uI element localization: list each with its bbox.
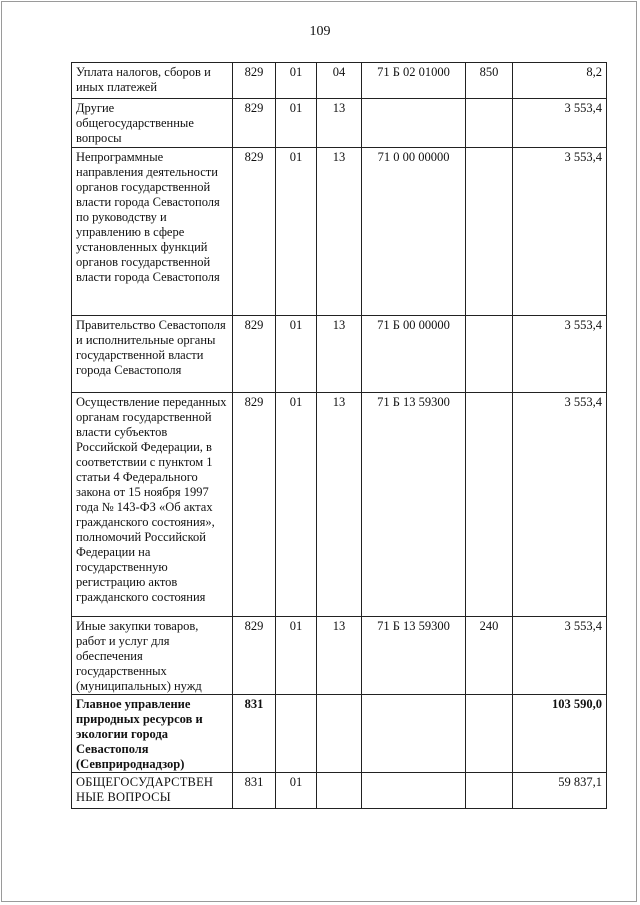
row-ved: 831 <box>233 773 276 809</box>
row-name: Непрограммные направления деятельности органов государственной власти города Севастополя по руководству и управлению в сфере установленных функций органов государственной власти города Севастополя <box>72 148 233 316</box>
row-name: Осуществление переданных органам государственной власти субъектов Российской Федерации, в соответствии с пунктом 1 статьи 4 Федерального закона от 15 ноября 1997 года № 143-ФЗ «Об актах гражданского состояния», полномочий Российской Федерации на государственную регистрацию актов гражданского состояния <box>72 393 233 617</box>
row-pr: 13 <box>317 148 362 316</box>
row-rz: 01 <box>276 99 317 148</box>
row-csr <box>362 695 466 773</box>
row-csr: 71 Б 02 01000 <box>362 63 466 99</box>
table-row <box>72 148 607 316</box>
table-row <box>72 773 607 809</box>
row-rz <box>276 695 317 773</box>
row-rz: 01 <box>276 63 317 99</box>
row-sum: 103 590,0 <box>513 695 607 773</box>
budget-table <box>71 62 607 809</box>
row-vr <box>466 148 513 316</box>
row-name: Иные закупки товаров, работ и услуг для обеспечения государственных (муниципальных) нужд <box>72 617 233 695</box>
row-csr: 71 Б 13 59300 <box>362 617 466 695</box>
row-ved: 829 <box>233 393 276 617</box>
row-name: ОБЩЕГОСУДАРСТВЕН НЫЕ ВОПРОСЫ <box>72 773 233 809</box>
row-pr: 04 <box>317 63 362 99</box>
row-vr <box>466 316 513 393</box>
row-sum: 59 837,1 <box>513 773 607 809</box>
row-ved: 829 <box>233 148 276 316</box>
row-name: Правительство Севастополя и исполнительные органы государственной власти города Севастополя <box>72 316 233 393</box>
row-name: Главное управление природных ресурсов и экологии города Севастополя (Севприроднадзор) <box>72 695 233 773</box>
row-pr <box>317 695 362 773</box>
row-sum: 3 553,4 <box>513 148 607 316</box>
row-csr <box>362 773 466 809</box>
row-pr: 13 <box>317 617 362 695</box>
row-rz: 01 <box>276 148 317 316</box>
row-vr <box>466 773 513 809</box>
row-ved: 829 <box>233 63 276 99</box>
row-ved: 831 <box>233 695 276 773</box>
row-sum: 3 553,4 <box>513 99 607 148</box>
row-rz: 01 <box>276 316 317 393</box>
table-row <box>72 63 607 99</box>
row-vr: 850 <box>466 63 513 99</box>
row-rz: 01 <box>276 617 317 695</box>
row-csr: 71 0 00 00000 <box>362 148 466 316</box>
row-pr: 13 <box>317 393 362 617</box>
row-vr <box>466 695 513 773</box>
table-row <box>72 99 607 148</box>
row-name: Уплата налогов, сборов и иных платежей <box>72 63 233 99</box>
row-sum: 8,2 <box>513 63 607 99</box>
row-csr <box>362 99 466 148</box>
row-rz: 01 <box>276 393 317 617</box>
row-ved: 829 <box>233 99 276 148</box>
row-name: Другие общегосударственные вопросы <box>72 99 233 148</box>
row-ved: 829 <box>233 316 276 393</box>
row-csr: 71 Б 00 00000 <box>362 316 466 393</box>
row-ved: 829 <box>233 617 276 695</box>
row-pr: 13 <box>317 99 362 148</box>
table-row <box>72 695 607 773</box>
row-csr: 71 Б 13 59300 <box>362 393 466 617</box>
table-row <box>72 393 607 617</box>
row-vr <box>466 99 513 148</box>
row-pr <box>317 773 362 809</box>
row-vr: 240 <box>466 617 513 695</box>
row-vr <box>466 393 513 617</box>
row-sum: 3 553,4 <box>513 617 607 695</box>
table-row <box>72 316 607 393</box>
row-sum: 3 553,4 <box>513 393 607 617</box>
page-number: 109 <box>309 24 331 39</box>
row-rz: 01 <box>276 773 317 809</box>
row-pr: 13 <box>317 316 362 393</box>
table-row <box>72 617 607 695</box>
row-sum: 3 553,4 <box>513 316 607 393</box>
